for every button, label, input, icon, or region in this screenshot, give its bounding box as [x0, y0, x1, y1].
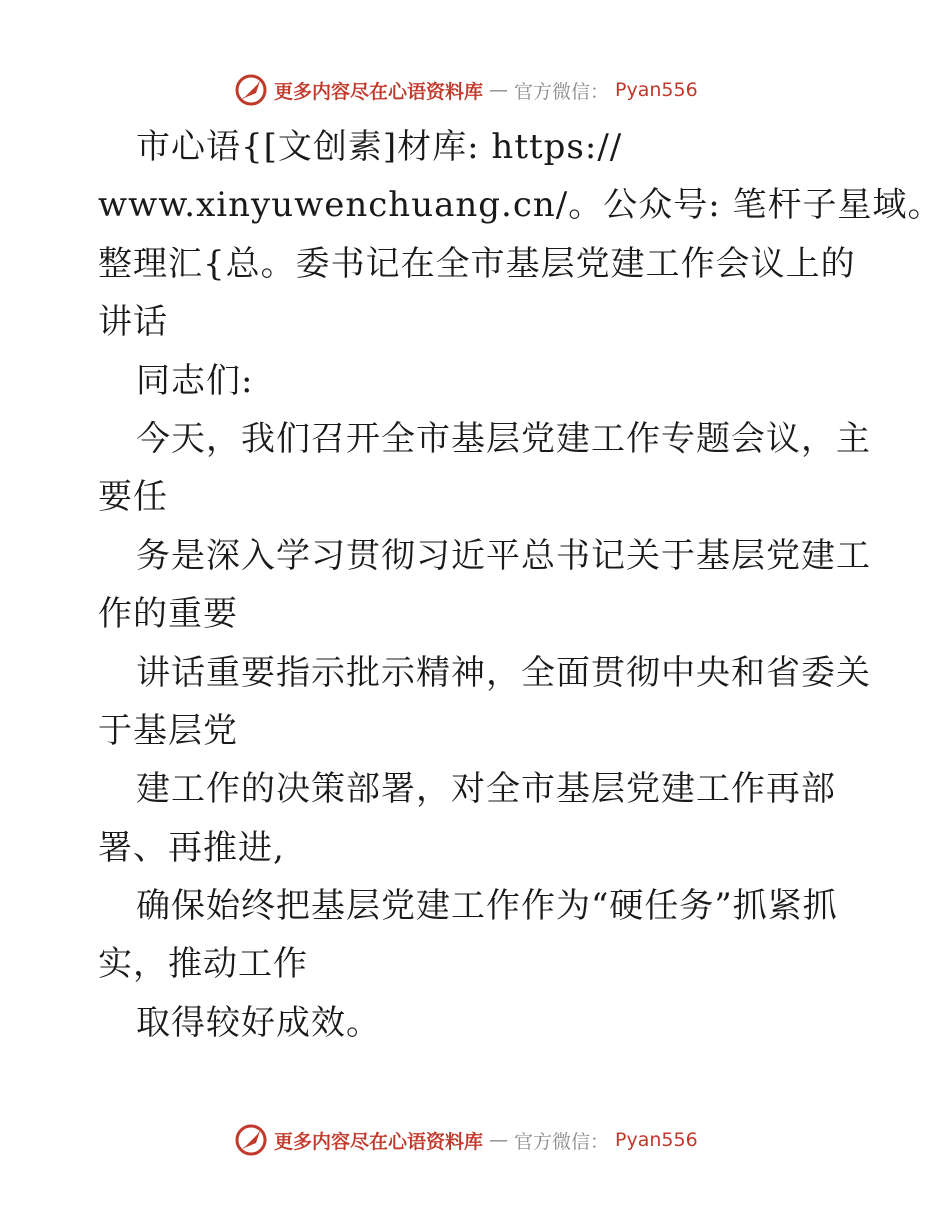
body-line: 讲话 — [98, 302, 168, 343]
body-line: 取得较好成效。 — [136, 1002, 381, 1043]
body-line: 务是深入学习贯彻习近平总书记关于基层党建工 — [136, 535, 871, 576]
body-line: www.xinyuwenchuang.cn/。公众号: 笔杆子星域。 — [98, 185, 943, 226]
header-official-label: 官方微信： — [514, 80, 610, 103]
body-line: 实，推动工作 — [98, 944, 308, 985]
body-line: 今天，我们召开全市基层党建工作专题会议，主 — [136, 418, 871, 459]
body-line: 讲话重要指示批示精神，全面贯彻中央和省委关 — [136, 652, 871, 693]
header-dash: — — [489, 79, 509, 101]
quill-logo-icon — [234, 1123, 268, 1157]
body-line: 整理汇{总。委书记在全市基层党建工作会议上的 — [98, 243, 856, 284]
header-wechat-id: Pyan556 — [615, 79, 698, 101]
quill-logo-icon — [234, 73, 268, 107]
body-line: 于基层党 — [98, 710, 238, 751]
body-line: 作的重要 — [98, 594, 238, 635]
body-line: 署、再推进, — [98, 827, 285, 868]
document-body — [98, 118, 943, 1052]
header-brand-text: 更多内容尽在心语资料库 — [274, 80, 484, 103]
body-line: 要任 — [98, 477, 168, 518]
footer-banner[interactable] — [234, 1120, 698, 1160]
header-banner[interactable] — [234, 70, 698, 110]
footer-wechat-id: Pyan556 — [615, 1129, 698, 1151]
body-line: 建工作的决策部署，对全市基层党建工作再部 — [136, 769, 836, 810]
footer-dash: — — [489, 1129, 509, 1151]
salutation: 同志们: — [136, 360, 254, 401]
body-line: 市心语{[文创素]材库: https:// — [136, 127, 623, 167]
footer-official-label: 官方微信： — [514, 1130, 610, 1153]
body-line: 确保始终把基层党建工作作为“硬任务”抓紧抓 — [136, 886, 838, 927]
footer-brand-text: 更多内容尽在心语资料库 — [274, 1130, 484, 1153]
